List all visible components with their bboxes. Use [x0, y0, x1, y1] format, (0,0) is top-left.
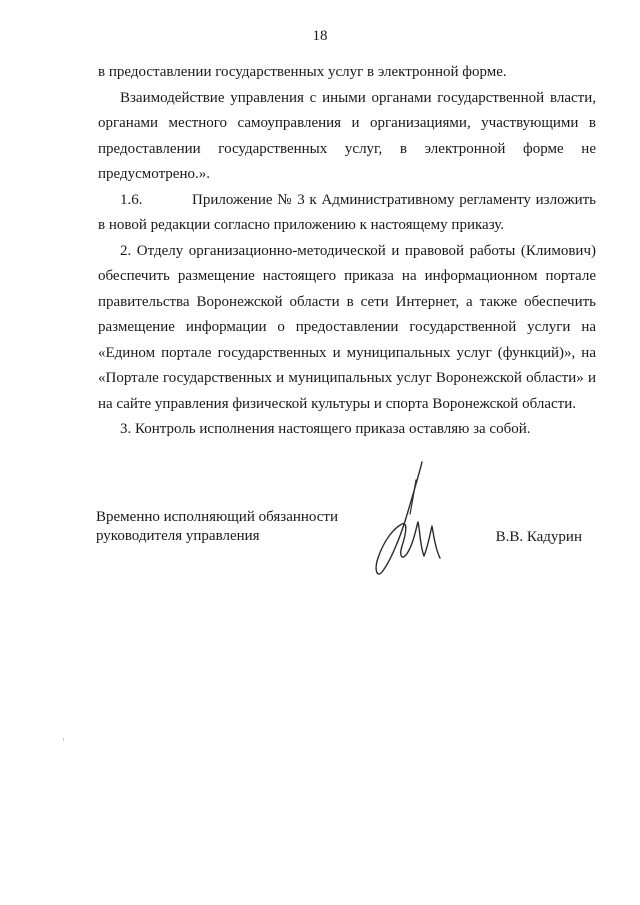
- margin-mark: [63, 738, 64, 741]
- item-number: 1.6.: [120, 191, 143, 208]
- document-body: [98, 60, 596, 443]
- page-number: 18: [312, 28, 328, 44]
- paragraph-item-2: 2. Отделу организационно-методической и правовой работы (Климович) обеспечить размещение настоящего приказа на информационном портале правительства Воронежской области в сети Интернет, а также обеспечить размещение информации о предоставлении государственной услуги на «Едином портале государственных и муниципальных услуг (функций)», на «Портале государственных и муниципальных услуг Воронежской области» и на сайте управления физической культуры и спорта Воронежской области.: [98, 242, 596, 412]
- signature-block: [96, 508, 596, 578]
- paragraph-continuation: в предоставлении государственных услуг в электронной форме.: [98, 64, 507, 80]
- signer-position-line-2: руководителя управления: [96, 528, 260, 544]
- paragraph-item-3: 3. Контроль исполнения настоящего приказа оставляю за собой.: [120, 421, 531, 437]
- signer-name: В.В. Кадурин: [495, 529, 582, 545]
- signer-position-line-1: Временно исполняющий обязанности: [96, 509, 339, 525]
- paragraph-interaction: Взаимодействие управления с иными органами государственной власти, органами местного самоуправления и организациями, участвующими в предоставлении государственных услуг, в электронной форме не предусмотрено.».: [98, 89, 596, 182]
- handwritten-signature: [370, 458, 460, 588]
- signer-position: [96, 508, 338, 546]
- item-text: Приложение № 3 к Административному регламенту изложить в новой редакции согласно приложению к настоящему приказу.: [98, 191, 596, 233]
- paragraph-item-1-6: [98, 188, 596, 239]
